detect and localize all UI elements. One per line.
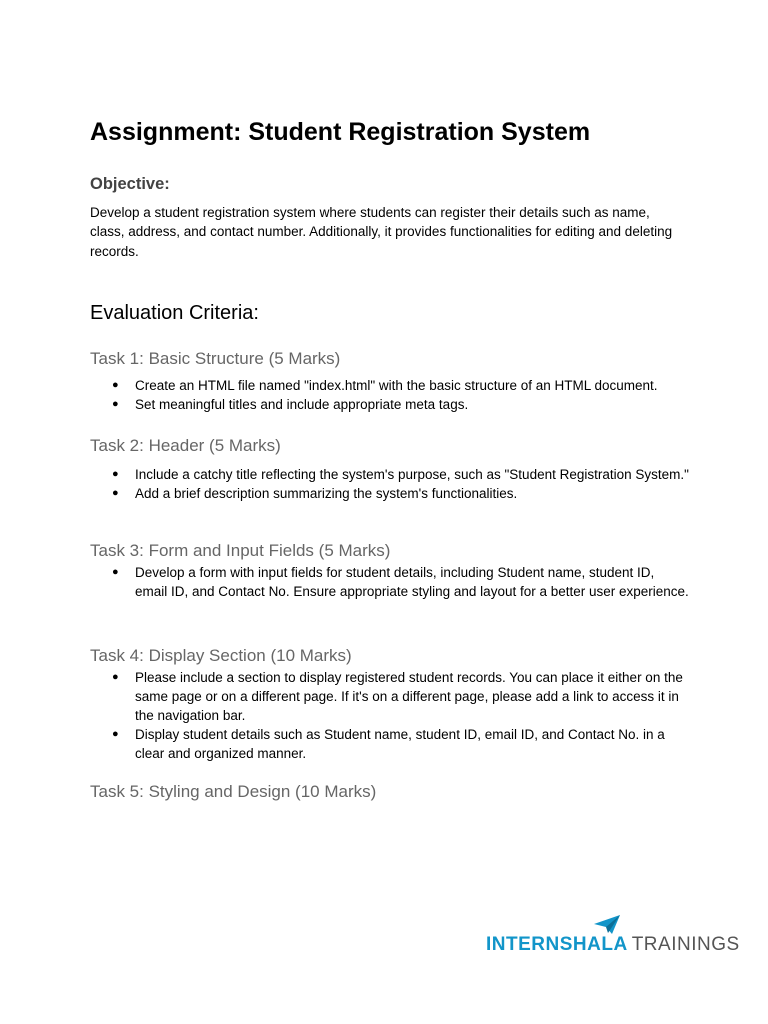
logo-text-shala: SHALA xyxy=(559,934,628,955)
bullet-icon: ● xyxy=(112,379,119,391)
list-item: ● Include a catchy title reflecting the system's purpose, such as "Student Registration System." xyxy=(112,467,689,482)
task-bullet-list xyxy=(90,376,690,414)
objective-text: Develop a student registration system where students can register their details such as name, class, address, and contact number. Additionally, it provides functionalities for editing and deleting records. xyxy=(90,205,673,259)
task-section xyxy=(90,349,690,414)
bullet-icon: ● xyxy=(112,487,119,499)
task-section xyxy=(90,646,690,763)
internshala-trainings-logo xyxy=(486,912,740,958)
page-title: Assignment: Student Registration System xyxy=(90,118,591,146)
logo-text xyxy=(486,934,740,956)
list-item: ● Please include a section to display registered student records. You can place it either on the same page or on a different page. If it's on a different page, please add a link to access it in the navigation bar. xyxy=(112,670,683,723)
bullet-icon: ● xyxy=(112,468,119,480)
paper-plane-icon xyxy=(594,915,620,935)
task-heading: Task 1: Basic Structure (5 Marks) xyxy=(90,349,341,368)
bullet-icon: ● xyxy=(112,566,119,578)
bullet-icon: ● xyxy=(112,728,119,740)
task-section xyxy=(90,541,690,601)
task-bullet-list xyxy=(90,668,690,763)
list-item: ● Set meaningful titles and include appropriate meta tags. xyxy=(112,397,469,412)
task-bullet-list xyxy=(90,465,690,503)
list-item: ● Create an HTML file named "index.html" with the basic structure of an HTML document. xyxy=(112,378,658,393)
task-heading: Task 2: Header (5 Marks) xyxy=(90,436,281,455)
task-section xyxy=(90,436,690,503)
bullet-icon: ● xyxy=(112,671,119,683)
objective-heading: Objective: xyxy=(90,175,170,193)
logo-text-trainings: TRAININGS xyxy=(631,934,740,955)
task-heading: Task 4: Display Section (10 Marks) xyxy=(90,646,352,665)
task-section xyxy=(90,782,690,802)
task-bullet-list xyxy=(90,563,690,601)
list-item: ● Display student details such as Student name, student ID, email ID, and Contact No. in a clear and organized manner. xyxy=(112,727,665,761)
task-heading: Task 5: Styling and Design (10 Marks) xyxy=(90,782,377,801)
task-heading: Task 3: Form and Input Fields (5 Marks) xyxy=(90,541,391,560)
logo-text-intern: INTERN xyxy=(486,934,560,955)
list-item: ● Add a brief description summarizing the system's functionalities. xyxy=(112,486,518,501)
list-item: ● Develop a form with input fields for student details, including Student name, student ID, email ID, and Contact No. Ensure appropriate styling and layout for a better user experience. xyxy=(112,565,689,599)
bullet-icon: ● xyxy=(112,398,119,410)
evaluation-criteria-heading: Evaluation Criteria: xyxy=(90,302,259,324)
